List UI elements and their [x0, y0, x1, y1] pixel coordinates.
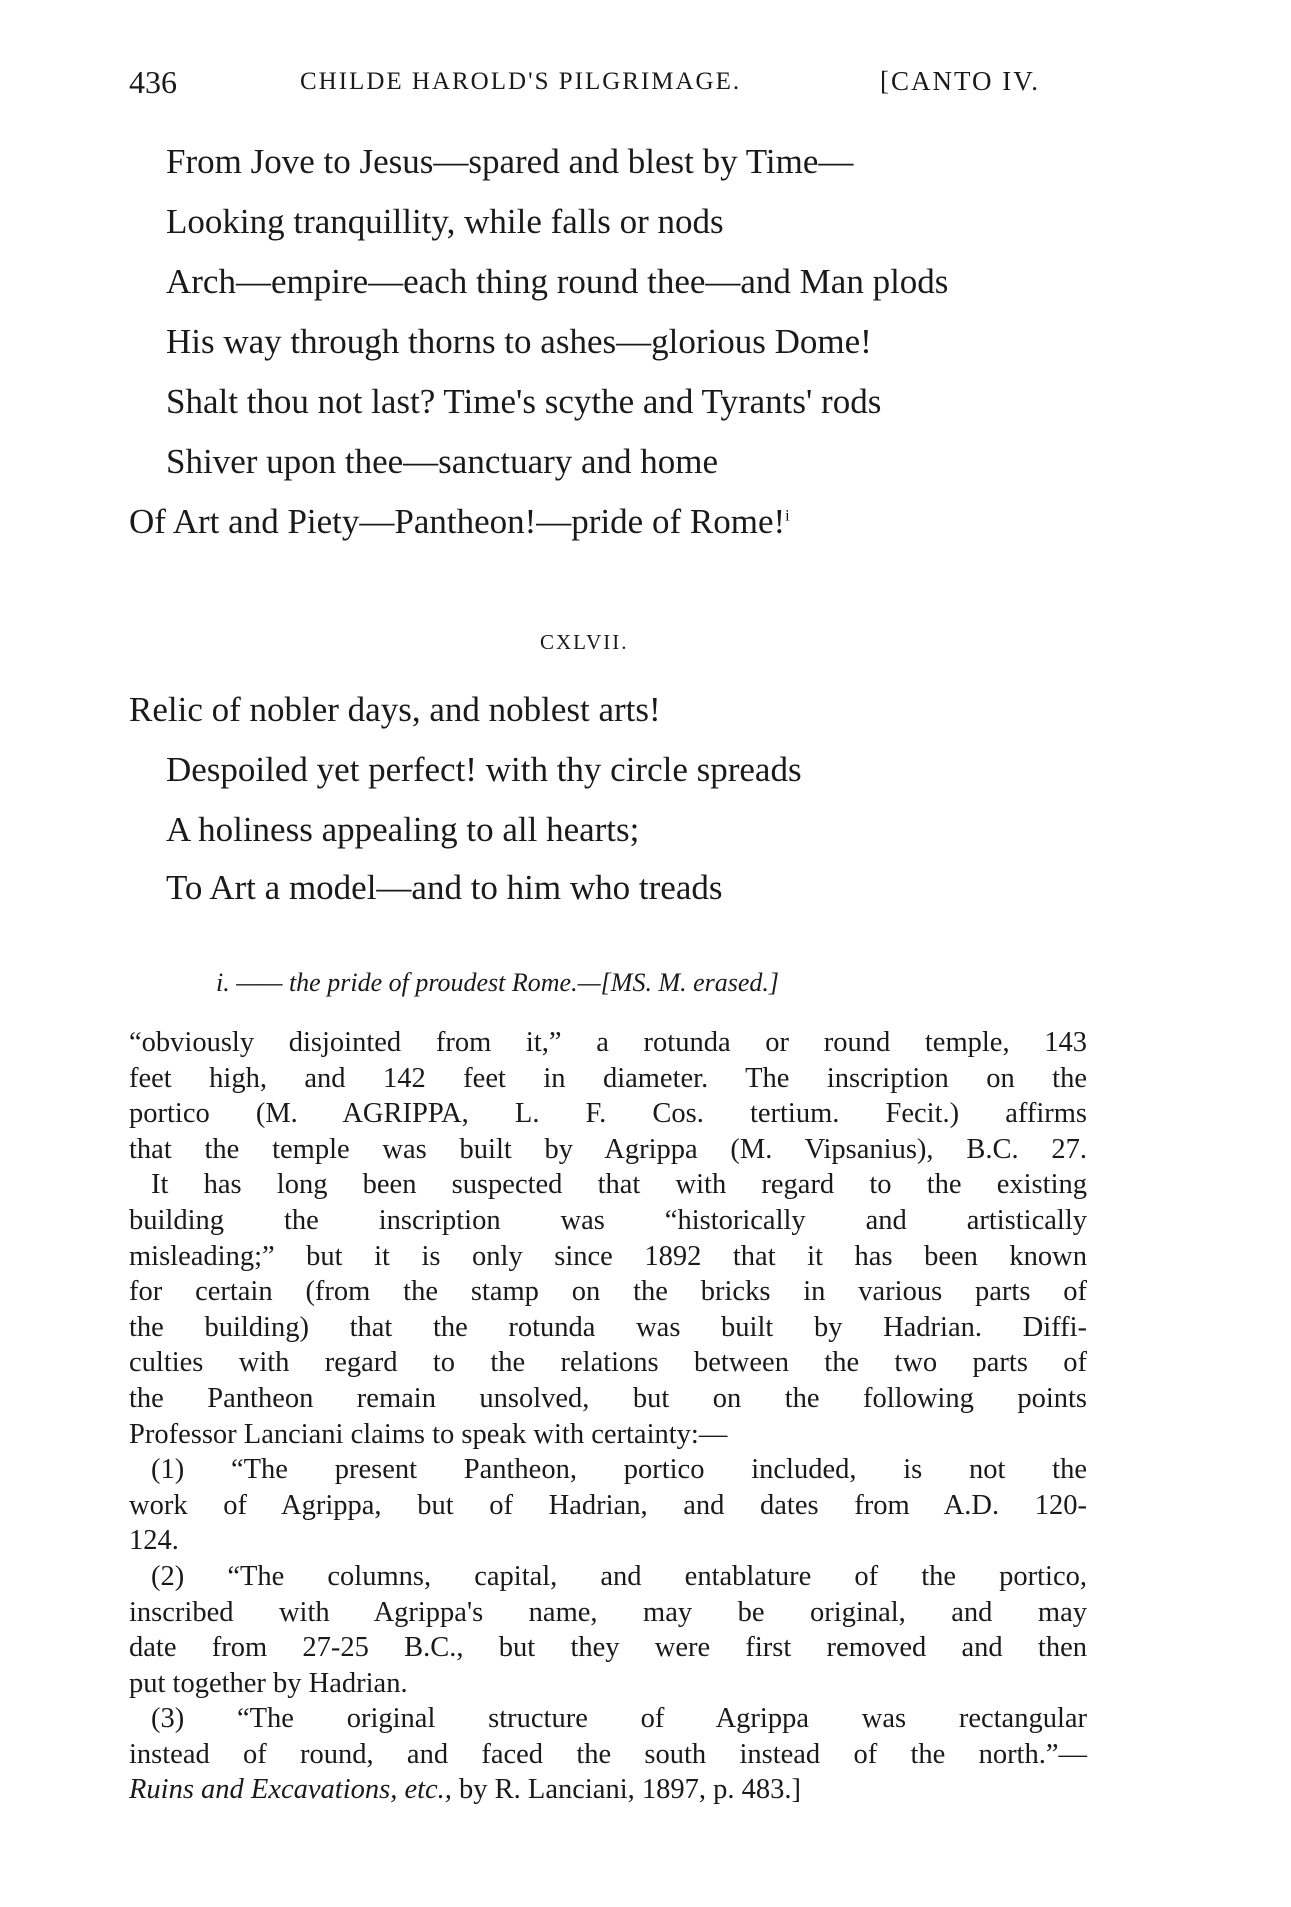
prose-line: feet high, and 142 feet in diameter. The inscription on the [129, 1062, 1087, 1094]
verse-line: Looking tranquillity, while falls or nods [166, 202, 724, 241]
prose-line: (1) “The present Pantheon, portico included, is not the [151, 1454, 1087, 1486]
prose-line: portico (M. AGRIPPA, L. F. Cos. tertium. Fecit.) affirms [129, 1098, 1087, 1130]
prose-line: misleading;” but it is only since 1892 that it has been known [129, 1240, 1087, 1272]
verse-line: To Art a model—and to him who treads [166, 868, 723, 907]
running-title: CHILDE HAROLD'S PILGRIMAGE. [300, 68, 742, 95]
prose-line: (3) “The original structure of Agrippa was rectangular [151, 1703, 1087, 1735]
prose-line: that the temple was built by Agrippa (M. Vipsanius), B.C. 27. [129, 1133, 1087, 1165]
prose-line: work of Agrippa, but of Hadrian, and dates from A.D. 120- [129, 1489, 1087, 1521]
verse-line: From Jove to Jesus—spared and blest by Time— [166, 142, 854, 181]
prose-line: culties with regard to the relations between the two parts of [129, 1347, 1087, 1379]
prose-line: (2) “The columns, capital, and entablature of the portico, [151, 1560, 1087, 1592]
verse-line: Shiver upon thee—sanctuary and home [166, 442, 719, 481]
prose-line: 124. [129, 1525, 179, 1557]
verse-line: Arch—empire—each thing round thee—and Man plods [166, 262, 949, 301]
prose-line: instead of round, and faced the south instead of the north.”— [129, 1738, 1087, 1770]
citation-line [129, 1772, 1087, 1808]
stanza-number: CXLVII. [540, 630, 629, 654]
verse-line [129, 502, 790, 542]
prose-line: “obviously disjointed from it,” a rotunda or round temple, 143 [129, 1027, 1087, 1058]
verse-line: Shalt thou not last? Time's scythe and Tyrants' rods [166, 382, 882, 421]
citation-title: Ruins and Excavations, etc., [129, 1774, 452, 1806]
verse-line: Relic of nobler days, and noblest arts! [129, 690, 661, 729]
verse-text: Of Art and Piety—Pantheon!—pride of Rome! [129, 502, 786, 541]
page-number: 436 [129, 64, 177, 100]
verse-line: A holiness appealing to all hearts; [166, 810, 640, 849]
citation-rest: by R. Lanciani, 1897, p. 483.] [451, 1774, 801, 1806]
prose-line: It has long been suspected that with regard to the existing [151, 1169, 1087, 1201]
verse-line: His way through thorns to ashes—glorious Dome! [166, 322, 872, 361]
prose-line: date from 27-25 B.C., but they were first removed and then [129, 1632, 1087, 1664]
prose-line: for certain (from the stamp on the bricks in various parts of [129, 1276, 1087, 1308]
prose-line: the Pantheon remain unsolved, but on the following points [129, 1382, 1087, 1414]
canto-label: [CANTO IV. [880, 66, 1041, 96]
prose-line: building the inscription was “historically and artistically [129, 1204, 1087, 1236]
footnote: i. —— the pride of proudest Rome.—[MS. M. erased.] [216, 968, 780, 997]
footnote-ref: i [785, 507, 790, 525]
prose-line: Professor Lanciani claims to speak with certainty:— [129, 1418, 728, 1450]
prose-note [129, 1025, 1087, 1808]
prose-line: inscribed with Agrippa's name, may be original, and may [129, 1596, 1087, 1628]
prose-line: put together by Hadrian. [129, 1667, 408, 1699]
prose-line: the building) that the rotunda was built by Hadrian. Diffi- [129, 1311, 1087, 1343]
verse-line: Despoiled yet perfect! with thy circle spreads [166, 750, 802, 789]
